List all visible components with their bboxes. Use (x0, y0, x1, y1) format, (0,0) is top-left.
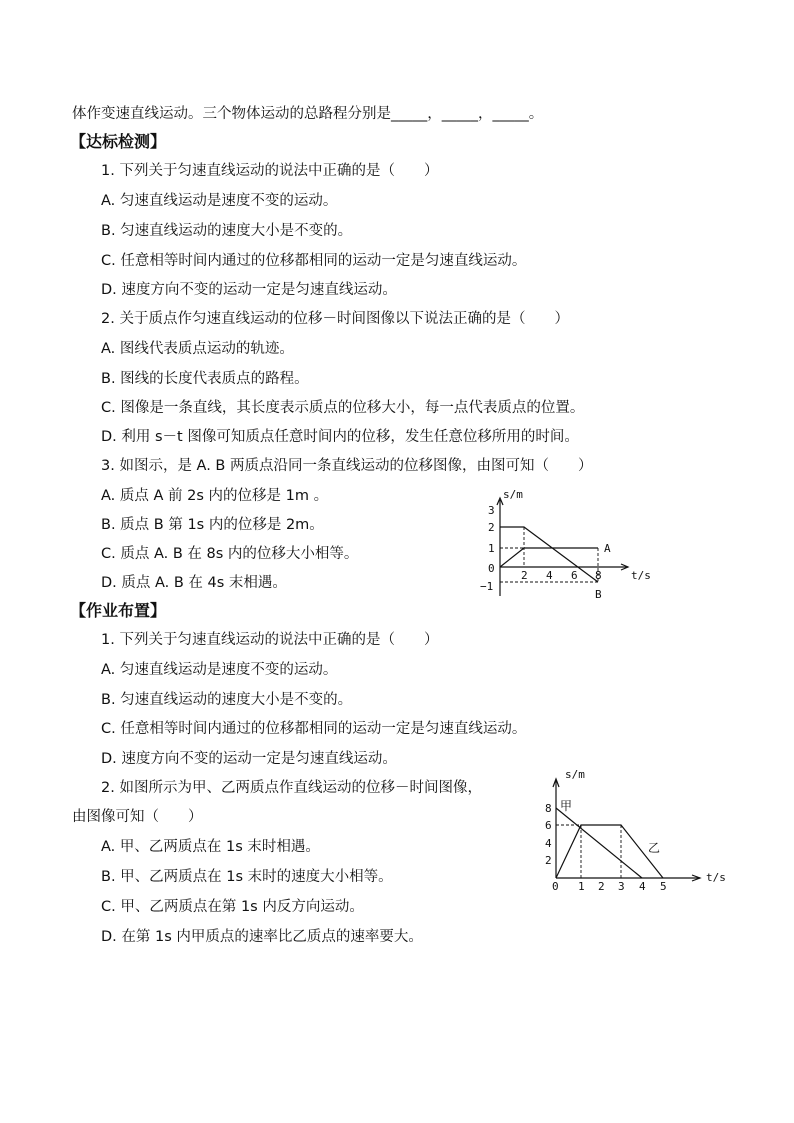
s1-q1-stem: 1. 下列关于匀速直线运动的说法中正确的是（ ） (101, 163, 439, 179)
s1-q3-option-d: D. 质点 A. B 在 4s 末相遇。 (101, 575, 287, 591)
s1-q2-option-c: C. 图像是一条直线，其长度表示质点的位移大小，每一点代表质点的位置。 (101, 400, 585, 416)
figure-1-displacement-time-graph (478, 486, 668, 606)
fig1-y-tick-0: 0 (488, 562, 495, 575)
fig2-origin: 0 (552, 880, 559, 893)
s2-q1-option-b: B. 匀速直线运动的速度大小是不变的。 (101, 692, 353, 708)
fig2-x-tick-2: 2 (598, 880, 605, 893)
s1-q3-option-a: A. 质点 A 前 2s 内的位移是 1m 。 (101, 488, 329, 504)
s1-q1-option-d: D. 速度方向不变的运动一定是匀速直线运动。 (101, 282, 397, 298)
s1-q3-option-b: B. 质点 B 第 1s 内的位移是 2m。 (101, 517, 324, 533)
fig2-y-tick-6: 6 (545, 819, 552, 832)
s2-q2-option-d: D. 在第 1s 内甲质点的速率比乙质点的速率要大。 (101, 929, 423, 945)
fig1-x-tick-6: 6 (571, 569, 578, 582)
fig2-y-tick-4: 4 (545, 837, 552, 850)
figure-2-displacement-time-graph (540, 766, 740, 896)
s2-q1-option-a: A. 匀速直线运动是速度不变的运动。 (101, 662, 338, 678)
fig2-y-tick-8: 8 (545, 802, 552, 815)
fig2-x-tick-3: 3 (618, 880, 625, 893)
s1-q3-stem: 3. 如图示，是 A. B 两质点沿同一条直线运动的位移图像，由图可知（ ） (101, 458, 593, 474)
fig2-x-tick-1: 1 (578, 880, 585, 893)
intro-line: 体作变速直线运动。三个物体运动的总路程分别是_____，_____，_____。 (72, 106, 544, 122)
s2-q1-stem: 1. 下列关于匀速直线运动的说法中正确的是（ ） (101, 632, 439, 648)
fig1-x-tick-2: 2 (521, 569, 528, 582)
fig1-x-tick-8: 8 (595, 569, 602, 582)
s1-q2-option-d: D. 利用 s－t 图像可知质点任意时间内的位移，发生任意位移所用的时间。 (101, 429, 579, 445)
fig1-y-tick-3: 3 (488, 504, 495, 517)
fig1-x-tick-4: 4 (546, 569, 553, 582)
s1-q1-option-b: B. 匀速直线运动的速度大小是不变的。 (101, 223, 353, 239)
fig2-y-tick-2: 2 (545, 854, 552, 867)
fig1-y-label: s/m (503, 488, 523, 501)
fig1-y-tick-neg1: −1 (480, 580, 494, 593)
s2-q2-option-c: C. 甲、乙两质点在第 1s 内反方向运动。 (101, 899, 364, 915)
section-title-zuo-ye: 【作业布置】 (70, 601, 167, 620)
fig2-x-tick-5: 5 (660, 880, 667, 893)
fig2-x-label: t/s (706, 871, 726, 884)
s1-q2-option-a: A. 图线代表质点运动的轨迹。 (101, 341, 294, 357)
s1-q1-option-c: C. 任意相等时间内通过的位移都相同的运动一定是匀速直线运动。 (101, 253, 527, 269)
fig2-y-label: s/m (565, 768, 585, 781)
fig2-label-jia: 甲 (560, 799, 573, 813)
fig1-y-tick-1: 1 (488, 542, 495, 555)
s2-q1-option-d: D. 速度方向不变的运动一定是匀速直线运动。 (101, 751, 397, 767)
fig2-x-tick-4: 4 (639, 880, 646, 893)
s2-q1-option-c: C. 任意相等时间内通过的位移都相同的运动一定是匀速直线运动。 (101, 721, 527, 737)
fig1-line-a (500, 548, 598, 567)
s2-q2-stem-line1: 2. 如图所示为甲、乙两质点作直线运动的位移－时间图像， (101, 780, 482, 796)
s1-q2-option-b: B. 图线的长度代表质点的路程。 (101, 371, 309, 387)
fig1-label-b: B (595, 588, 602, 601)
s2-q2-stem-line2: 由图像可知（ ） (72, 809, 203, 825)
s1-q1-option-a: A. 匀速直线运动是速度不变的运动。 (101, 193, 338, 209)
s2-q2-option-a: A. 甲、乙两质点在 1s 末时相遇。 (101, 839, 320, 855)
section-title-da-biao: 【达标检测】 (70, 132, 167, 151)
fig2-line-jia (556, 808, 642, 878)
fig1-label-a: A (604, 542, 611, 555)
fig2-label-yi: 乙 (648, 841, 661, 855)
fig1-y-tick-2: 2 (488, 521, 495, 534)
s2-q2-option-b: B. 甲、乙两质点在 1s 末时的速度大小相等。 (101, 869, 393, 885)
fig1-x-label: t/s (631, 569, 651, 582)
s1-q3-option-c: C. 质点 A. B 在 8s 内的位移大小相等。 (101, 546, 359, 562)
s1-q2-stem: 2. 关于质点作匀速直线运动的位移－时间图像以下说法正确的是（ ） (101, 311, 569, 327)
